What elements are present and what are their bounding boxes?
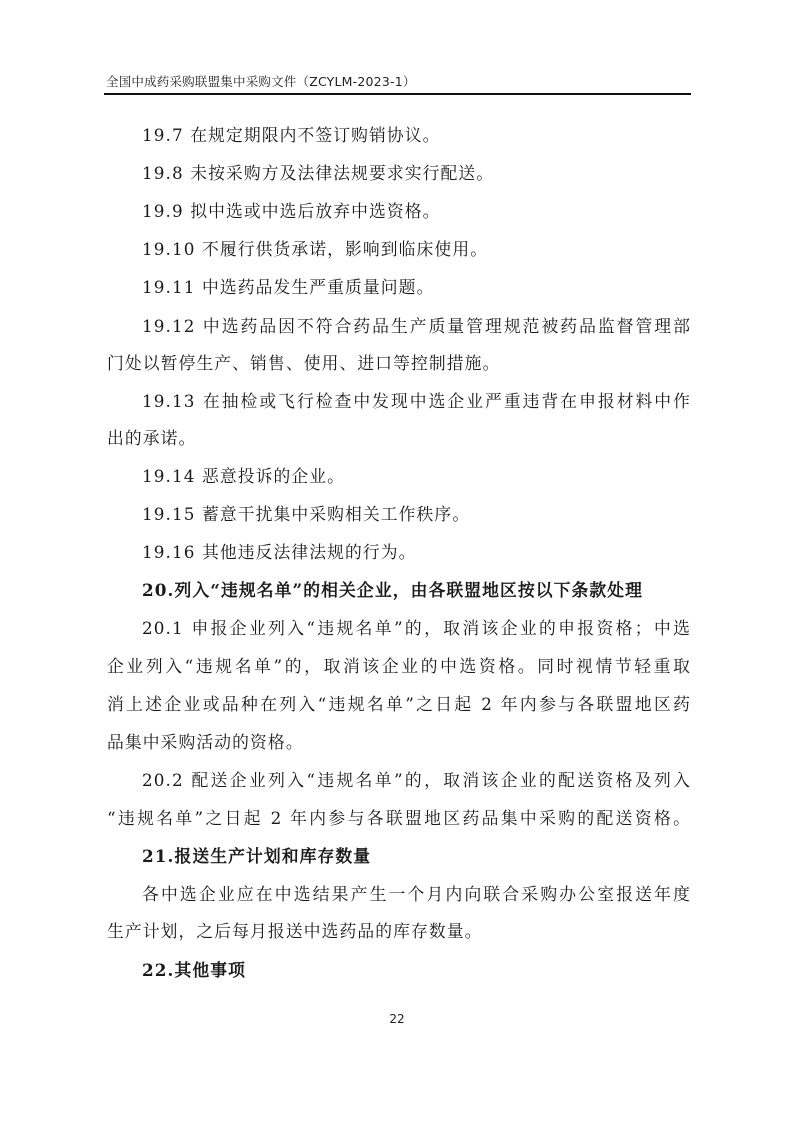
section-heading: 22.其他事项 [142, 960, 247, 980]
paragraph-line: 企业列入“违规名单”的，取消该企业的中选资格。同时视情节轻重取 [107, 656, 691, 676]
paragraph-line: 20.1 申报企业列入“违规名单”的，取消该企业的申报资格；中选 [142, 618, 691, 638]
paragraph-line: 19.10 不履行供货承诺，影响到临床使用。 [142, 239, 489, 259]
paragraph-line: 19.8 未按采购方及法律法规要求实行配送。 [142, 163, 495, 183]
paragraph-line: 19.9 拟中选或中选后放弃中选资格。 [142, 201, 441, 221]
paragraph-line: 20.2 配送企业列入“违规名单”的，取消该企业的配送资格及列入 [142, 770, 691, 790]
paragraph-line: 门处以暂停生产、销售、使用、进口等控制措施。 [107, 353, 501, 373]
paragraph-line: 19.11 中选药品发生严重质量问题。 [142, 277, 435, 297]
section-heading: 21.报送生产计划和库存数量 [142, 846, 372, 866]
paragraph-line: 19.16 其他违反法律法规的行为。 [142, 542, 417, 562]
section-heading: 20.列入“违规名单”的相关企业，由各联盟地区按以下条款处理 [142, 580, 644, 600]
page-number: 22 [389, 1012, 405, 1026]
paragraph-line: 生产计划，之后每月报送中选药品的库存数量。 [107, 921, 483, 941]
paragraph-line: 品集中采购活动的资格。 [107, 732, 304, 752]
paragraph-line: 19.14 恶意投诉的企业。 [142, 466, 346, 486]
header-divider [104, 93, 691, 95]
paragraph-line: 19.13 在抽检或飞行检查中发现中选企业严重违背在申报材料中作 [142, 391, 691, 411]
paragraph-line: 消上述企业或品种在列入“违规名单”之日起 2 年内参与各联盟地区药 [107, 694, 691, 714]
paragraph-line: 各中选企业应在中选结果产生一个月内向联合采购办公室报送年度 [142, 884, 691, 904]
paragraph-line: 19.15 蓄意干扰集中采购相关工作秩序。 [142, 504, 471, 524]
paragraph-line: 出的承诺。 [107, 428, 197, 448]
paragraph-line: 19.7 在规定期限内不签订购销协议。 [142, 125, 441, 145]
document-header: 全国中成药采购联盟集中采购文件（ZCYLM-2023-1） [106, 74, 416, 89]
paragraph-line: “违规名单”之日起 2 年内参与各联盟地区药品集中采购的配送资格。 [107, 808, 691, 828]
paragraph-line: 19.12 中选药品因不符合药品生产质量管理规范被药品监督管理部 [142, 316, 691, 336]
